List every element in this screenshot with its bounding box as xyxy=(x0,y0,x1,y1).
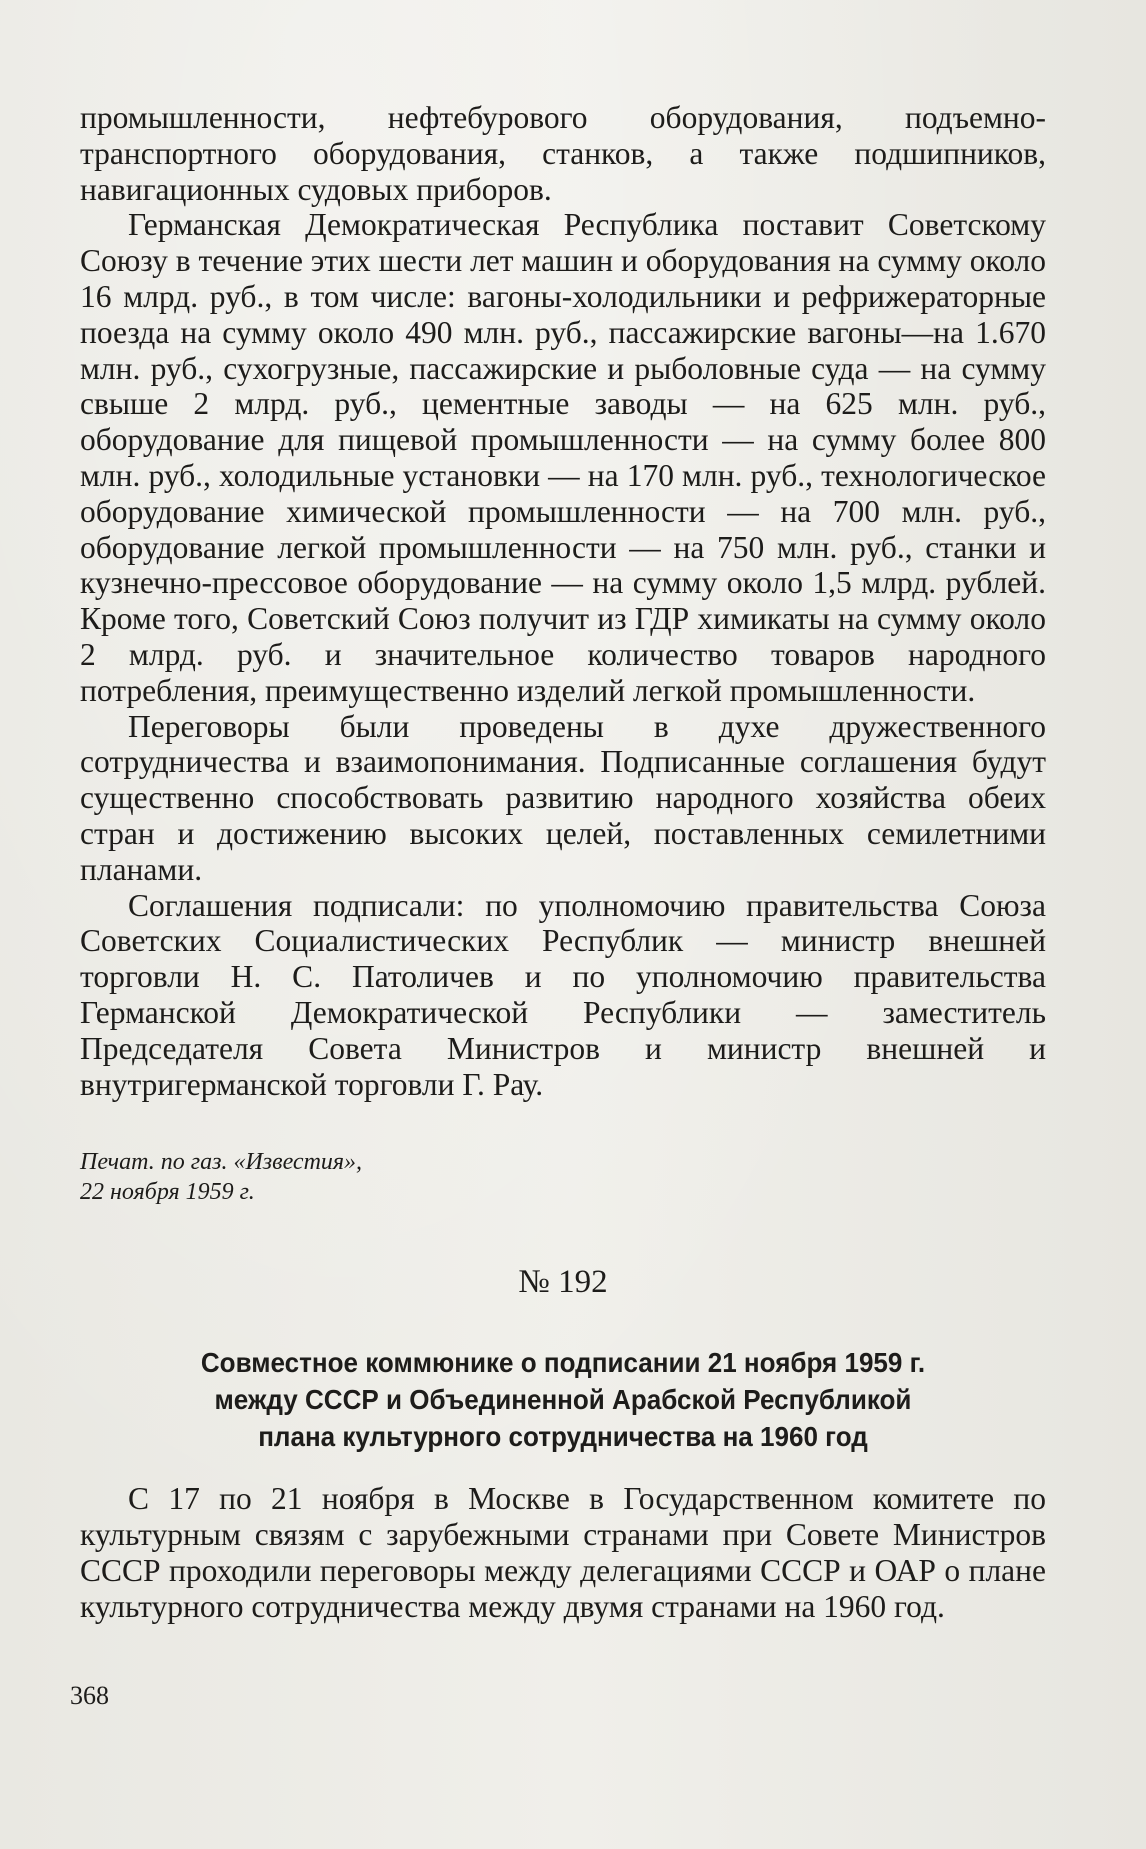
paragraph-gdr-deliveries: Германская Демократическая Республика поставит Советскому Союзу в течение этих шести лет машин и оборудования на сумму около 16 млрд. руб., в том числе: вагоны-холодильники и рефрижераторные поезда на сумму около 490 млн. руб., пассажирские вагоны—на 1.670 млн. руб., сухогрузные, пассажирские и рыболовные суда — на сумму свыше 2 млрд. руб., цементные заводы — на 625 млн. руб., оборудование для пищевой промышленности — на сумму более 800 млн. руб., холодильные установки — на 170 млн. руб., технологическое оборудование химической промышленности — на 700 млн. руб., оборудование легкой промышленности — на 750 млн. руб., станки и кузнечно-прессовое оборудование — на сумму около 1,5 млрд. рублей. Кроме того, Советский Союз получит из ГДР химикаты на сумму около 2 млрд. руб. и значительное количество товаров народного потребления, преимущественно изделий легкой промышленности. xyxy=(80,207,1046,708)
document-title xyxy=(114,1344,1012,1455)
main-text xyxy=(80,100,1046,1625)
title-line-2: между СССР и Объединенной Арабской Республикой xyxy=(214,1384,912,1416)
title-line-3: плана культурного сотрудничества на 1960 год xyxy=(258,1421,868,1453)
document-number: № 192 xyxy=(518,1264,608,1301)
source-line-1: Печат. по газ. «Известия», xyxy=(80,1149,363,1176)
title-line-1: Совместное коммюнике о подписании 21 ноября 1959 г. xyxy=(200,1347,926,1379)
page-number: 368 xyxy=(70,1681,109,1710)
source-note xyxy=(80,1147,1046,1207)
paragraph-negotiations: Переговоры были проведены в духе дружественного сотрудничества и взаимопонимания. Подписанные соглашения будут существенно способствовать развитию народного хозяйства обеих стран и достижению высоких целей, поставленных семилетними планами. xyxy=(80,708,1046,887)
paragraph-signatories: Соглашения подписали: по уполномочию правительства Союза Советских Социалистических Республик — министр внешней торговли Н. С. Патоличев и по уполномочию правительства Германской Демократической Республики — заместитель Председателя Совета Министров и министр внешней и внутригерманской торговли Г. Рау. xyxy=(80,887,1046,1102)
paragraph-communique: С 17 по 21 ноября в Москве в Государственном комитете по культурным связям с зарубежными странами при Совете Министров СССР проходили переговоры между делегациями СССР и ОАР о плане культурного сотрудничества между двумя странами на 1960 год. xyxy=(80,1481,1046,1624)
paragraph-continuation: промышленности, нефтебурового оборудования, подъемно-транспортного оборудования, станков, а также подшипников, навигационных судовых приборов. xyxy=(80,100,1046,207)
source-line-2: 22 ноября 1959 г. xyxy=(80,1179,255,1206)
